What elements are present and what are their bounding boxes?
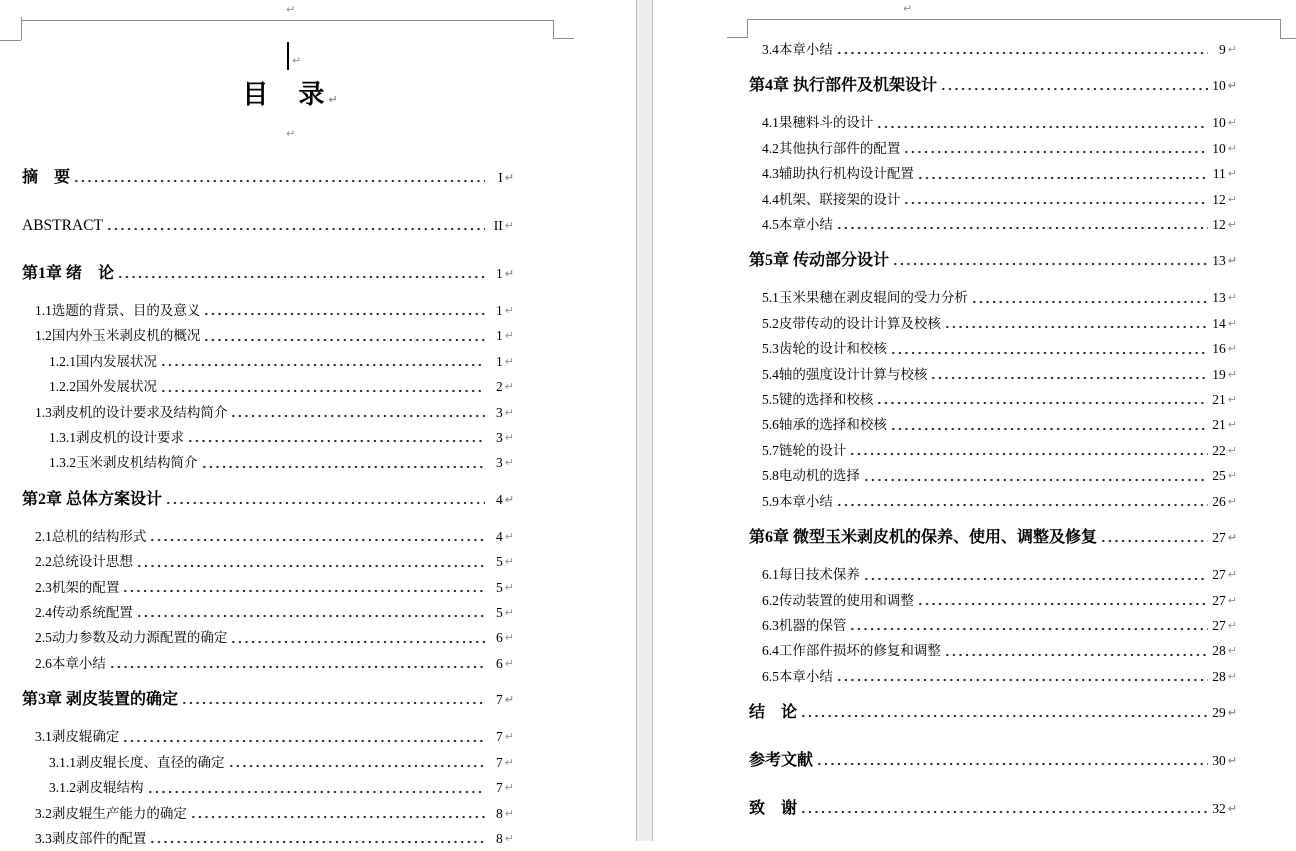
toc-entry[interactable] [762, 362, 1237, 387]
dot-leader [136, 549, 485, 574]
toc-entry[interactable] [35, 575, 514, 600]
paragraph-mark-icon: ↵ [1227, 754, 1237, 768]
toc-entry[interactable] [762, 613, 1237, 638]
toc-entry-page: 1 [496, 328, 503, 344]
paragraph-mark-icon: ↵ [1227, 291, 1237, 305]
toc-entry-page: 8 [496, 830, 503, 846]
toc-entry-page: 12 [1212, 217, 1226, 233]
toc-entry[interactable] [35, 323, 514, 348]
toc-entry-page: 7 [496, 729, 503, 745]
toc-entry-label: 1.3剥皮机的设计要求及结构简介 [35, 404, 228, 420]
dot-leader [147, 775, 485, 800]
toc-entry-page: 3 [496, 404, 503, 420]
toc-entry-label: 致 谢 [749, 800, 798, 818]
toc-entry[interactable] [762, 110, 1237, 135]
toc-entry-label: 3.2剥皮辊生产能力的确定 [35, 805, 187, 821]
dot-leader [836, 489, 1208, 514]
paragraph-mark-icon: ↵ [1227, 167, 1237, 181]
dot-leader [944, 311, 1208, 336]
crop-mark-left-tick [747, 19, 748, 38]
toc-entry[interactable] [762, 285, 1237, 310]
toc-entry-page: 13 [1212, 290, 1226, 306]
toc-entry-label: 5.7链轮的设计 [762, 442, 847, 458]
toc-entry-label: 5.3齿轮的设计和校核 [762, 341, 887, 357]
paragraph-mark-icon: ↵ [292, 54, 302, 67]
crop-mark-right-tick [553, 20, 554, 38]
toc-entry-label: 结 论 [749, 704, 798, 722]
toc-entry[interactable] [762, 336, 1237, 361]
toc-entry-label: 第2章 总体方案设计 [22, 490, 163, 508]
dot-leader [203, 298, 484, 323]
toc-entry-page: 22 [1212, 442, 1226, 458]
paragraph-mark-icon: ↵ [504, 555, 514, 569]
toc-entry[interactable] [749, 237, 1237, 285]
toc-entry-page: 5 [496, 579, 503, 595]
toc-entry[interactable] [762, 664, 1237, 689]
paragraph-mark-icon: ↵ [1227, 393, 1237, 407]
toc-entry-page: 4 [496, 491, 503, 507]
toc-entry-page: 3 [496, 430, 503, 446]
toc-entry-page: 29 [1212, 705, 1226, 721]
dot-leader [106, 213, 485, 239]
dot-leader [930, 362, 1207, 387]
toc-entry-label: 2.1总机的结构形式 [35, 528, 147, 544]
toc-entry-label: 4.1果穗料斗的设计 [762, 115, 874, 131]
toc-entry-label: 5.6轴承的选择和校核 [762, 417, 887, 433]
toc-entry-page: 13 [1212, 253, 1226, 269]
dot-leader [122, 575, 484, 600]
toc-entry-label: 3.3剥皮部件的配置 [35, 830, 147, 846]
toc-entry-page: 30 [1212, 753, 1226, 769]
paragraph-mark-icon: ↵ [504, 267, 514, 280]
toc-entry-page: 1 [496, 303, 503, 318]
dot-leader [836, 37, 1208, 62]
crop-mark-right-edge [1280, 38, 1296, 39]
paragraph-mark-icon: ↵ [1227, 644, 1237, 658]
dot-leader [876, 110, 1207, 135]
paragraph-mark-icon: ↵ [1227, 469, 1237, 483]
toc-entry-page: 10 [1212, 115, 1226, 131]
toc-entry-page: 26 [1212, 493, 1226, 509]
toc-entry[interactable] [762, 562, 1237, 587]
toc-entry[interactable] [762, 136, 1237, 161]
dot-leader [836, 664, 1208, 689]
toc-entry-page: 1 [496, 353, 503, 369]
toc-entry[interactable] [762, 161, 1237, 186]
text-cursor [287, 42, 289, 70]
toc-entry-label: 3.4本章小结 [762, 42, 833, 57]
paragraph-mark-icon: ↵ [504, 219, 514, 232]
paragraph-mark-icon: ↵ [1227, 254, 1237, 268]
paragraph-mark-icon: ↵ [1227, 141, 1237, 155]
toc-entry[interactable] [762, 187, 1237, 212]
dot-leader [149, 826, 484, 851]
paragraph-mark-icon: ↵ [1227, 494, 1237, 508]
toc-entry[interactable] [49, 425, 514, 450]
page-top-margin-line [747, 19, 1280, 20]
toc-entry-page: 6 [496, 655, 503, 671]
toc-entry-page: 16 [1212, 341, 1226, 357]
dot-leader [160, 349, 485, 374]
toc-entry-label: 5.1玉米果穗在剥皮辊间的受力分析 [762, 290, 968, 306]
dot-leader [203, 323, 484, 348]
paragraph-mark-icon: ↵ [1227, 531, 1237, 545]
paragraph-mark-icon: ↵ [1227, 418, 1237, 432]
toc-entry[interactable] [762, 37, 1237, 62]
toc-entry[interactable] [35, 625, 514, 650]
toc-entry[interactable] [762, 588, 1237, 613]
toc-entry[interactable] [762, 489, 1237, 514]
toc-entry-label: 5.5键的选择和校核 [762, 392, 874, 408]
paragraph-mark-icon: ↵ [504, 656, 514, 670]
dot-leader [136, 600, 485, 625]
toc-entry-label: 5.9本章小结 [762, 493, 833, 509]
toc-entry-label: 6.4工作部件损坏的修复和调整 [762, 643, 941, 659]
toc-entry-page: 1 [496, 266, 503, 281]
toc-entry[interactable] [22, 476, 514, 524]
dot-leader [190, 801, 485, 826]
dot-leader [863, 562, 1208, 587]
toc-entry-page: 7 [496, 692, 503, 708]
toc-entry-label: 第3章 剥皮装置的确定 [22, 691, 179, 709]
dot-leader [117, 261, 485, 287]
crop-mark-left-tick [21, 17, 22, 40]
page-top-margin-line [21, 20, 554, 21]
toc-entry[interactable] [22, 676, 514, 724]
toc-entry[interactable] [762, 311, 1237, 336]
toc-entry-page: 5 [496, 605, 503, 621]
paragraph-mark-icon: ↵ [1227, 342, 1237, 356]
paragraph-mark-icon: ↵ [1227, 802, 1237, 816]
toc-entry-label: 6.1每日技术保养 [762, 567, 860, 583]
dot-leader [849, 613, 1207, 638]
crop-mark-left-edge [727, 37, 748, 38]
dot-leader [800, 796, 1208, 822]
dot-leader [890, 336, 1208, 361]
dot-leader [122, 724, 484, 749]
toc-entry[interactable] [762, 463, 1237, 488]
toc-entry-page: 12 [1212, 191, 1226, 207]
page-gap [636, 0, 653, 841]
paragraph-mark-icon: ↵ [286, 127, 296, 140]
paragraph-mark-icon: ↵ [1227, 669, 1237, 683]
toc-entry-label: 3.1.1剥皮辊长度、直径的确定 [49, 754, 225, 770]
toc-entry-label: 5.4轴的强度设计计算与校核 [762, 366, 928, 382]
paragraph-mark-icon: ↵ [504, 431, 514, 445]
toc-entry[interactable] [749, 737, 1237, 785]
toc-entry-label: 2.5动力参数及动力源配置的确定 [35, 630, 228, 646]
dot-leader [849, 438, 1207, 463]
toc-entry-label: 1.2国内外玉米剥皮机的概况 [35, 328, 201, 344]
toc-entry-label: 1.1选题的背景、目的及意义 [35, 303, 201, 318]
toc-entry[interactable] [35, 826, 514, 851]
toc-entry-page: 27 [1212, 530, 1226, 546]
dot-leader [165, 487, 485, 513]
crop-mark-right-tick [1280, 19, 1281, 38]
paragraph-mark-icon: ↵ [504, 693, 514, 707]
toc-entry[interactable] [49, 374, 514, 399]
dot-leader [917, 161, 1208, 186]
toc-entry-page: 10 [1212, 78, 1226, 94]
toc-entry[interactable] [35, 724, 514, 749]
toc-entry-label: 5.2皮带传动的设计计算及校核 [762, 315, 941, 331]
toc-entry-page: 11 [1212, 166, 1226, 182]
toc-entry-label: 1.2.2国外发展状况 [49, 379, 157, 395]
toc-entry-page: 10 [1212, 140, 1226, 156]
toc-entry-label: 摘 要 [22, 169, 71, 186]
paragraph-mark-icon: ↵ [1227, 218, 1237, 232]
toc-entry[interactable] [22, 250, 514, 298]
toc-entry-label: 4.4机架、联接架的设计 [762, 191, 901, 207]
toc-entry-label: 2.6本章小结 [35, 655, 106, 671]
dot-leader [890, 412, 1208, 437]
toc-entry-label: 第1章 绪 论 [22, 265, 115, 282]
paragraph-mark-icon: ↵ [504, 329, 514, 343]
toc-entry[interactable] [49, 349, 514, 374]
toc-entry[interactable] [749, 514, 1237, 562]
document-page-left[interactable] [0, 0, 636, 846]
dot-leader [160, 374, 485, 399]
paragraph-mark-icon: ↵ [504, 580, 514, 594]
toc-entry-label: 3.1剥皮辊确定 [35, 729, 120, 745]
toc-entry-label: 4.3辅助执行机构设计配置 [762, 166, 914, 182]
dot-leader [971, 285, 1208, 310]
dot-leader [863, 463, 1208, 488]
dot-leader [109, 651, 485, 676]
toc-title[interactable] [0, 80, 580, 110]
dot-leader [800, 700, 1208, 726]
toc-entry-page: 2 [496, 379, 503, 395]
paragraph-mark-icon: ↵ [1227, 316, 1237, 330]
toc-entry-page: 4 [496, 528, 503, 544]
dot-leader [187, 425, 485, 450]
toc-entry-label: 2.2总统设计思想 [35, 554, 133, 570]
paragraph-mark-icon: ↵ [504, 606, 514, 620]
dot-leader [228, 750, 485, 775]
crop-mark-left-edge [0, 40, 21, 41]
toc-entry-label: 6.2传动装置的使用和调整 [762, 592, 914, 608]
toc-entry-label: 6.3机器的保管 [762, 617, 847, 633]
toc-entry-label: 第6章 微型玉米剥皮机的保养、使用、调整及修复 [749, 529, 1098, 547]
toc-entry-page: 28 [1212, 643, 1226, 659]
toc-entry-label: 2.4传动系统配置 [35, 605, 133, 621]
dot-leader [201, 450, 485, 475]
toc-entry[interactable] [762, 438, 1237, 463]
crop-mark-right-edge [553, 38, 574, 39]
document-page-right[interactable] [653, 0, 1296, 841]
toc-entry-label: 参考文献 [749, 752, 814, 770]
toc-entry-page: 27 [1212, 617, 1226, 633]
toc-entry-page: 8 [496, 805, 503, 821]
toc-entry-page: 5 [496, 554, 503, 570]
toc-entry-page: 28 [1212, 668, 1226, 684]
toc-entry[interactable] [749, 785, 1237, 833]
toc-entry[interactable] [35, 400, 514, 425]
dot-leader [903, 136, 1207, 161]
paragraph-mark-icon: ↵ [504, 492, 514, 506]
toc-entry-page: I [498, 170, 503, 185]
toc-entry[interactable] [22, 202, 514, 250]
toc-entry-label: 6.5本章小结 [762, 668, 833, 684]
toc-entry[interactable] [35, 298, 514, 323]
toc-entry[interactable] [49, 775, 514, 800]
toc-entry-page: 7 [496, 780, 503, 796]
toc-list-left [22, 154, 514, 851]
toc-entry[interactable] [762, 387, 1237, 412]
paragraph-mark-icon: ↵ [286, 3, 296, 16]
paragraph-mark-icon: ↵ [504, 529, 514, 543]
paragraph-mark-icon: ↵ [328, 93, 338, 106]
dot-leader [944, 638, 1208, 663]
toc-entry[interactable] [49, 750, 514, 775]
dot-leader [892, 248, 1208, 274]
toc-title-text: 目 录 [242, 80, 327, 109]
dot-leader [149, 524, 484, 549]
paragraph-mark-icon: ↵ [504, 806, 514, 820]
paragraph-mark-icon: ↵ [504, 831, 514, 845]
toc-entry-page: 21 [1212, 392, 1226, 408]
toc-entry-label: ABSTRACT [22, 217, 103, 234]
paragraph-mark-icon: ↵ [504, 354, 514, 368]
toc-entry-label: 1.2.1国内发展状况 [49, 353, 157, 369]
paragraph-mark-icon: ↵ [1227, 192, 1237, 206]
paragraph-mark-icon: ↵ [504, 781, 514, 795]
paragraph-mark-icon: ↵ [1227, 79, 1237, 93]
toc-entry-label: 4.2其他执行部件的配置 [762, 140, 901, 156]
dot-leader [903, 187, 1207, 212]
toc-entry-page: 21 [1212, 417, 1226, 433]
toc-entry[interactable] [35, 651, 514, 676]
toc-entry-page: II [493, 218, 503, 233]
toc-entry-label: 第4章 执行部件及机架设计 [749, 77, 938, 95]
toc-entry-label: 1.3.1剥皮机的设计要求 [49, 430, 184, 446]
dot-leader [917, 588, 1208, 613]
toc-entry[interactable] [749, 689, 1237, 737]
toc-entry-label: 4.5本章小结 [762, 217, 833, 233]
toc-entry-page: 3 [496, 455, 503, 471]
toc-entry-page: 6 [496, 630, 503, 646]
paragraph-mark-icon: ↵ [504, 380, 514, 394]
paragraph-mark-icon: ↵ [1227, 443, 1237, 457]
dot-leader [230, 400, 484, 425]
paragraph-mark-icon: ↵ [1227, 43, 1237, 56]
paragraph-mark-icon: ↵ [1227, 116, 1237, 130]
dot-leader [940, 73, 1208, 99]
toc-entry-label: 1.3.2玉米剥皮机结构简介 [49, 455, 198, 471]
toc-entry-page: 19 [1212, 366, 1226, 382]
paragraph-mark-icon: ↵ [504, 755, 514, 769]
dot-leader [230, 625, 484, 650]
paragraph-mark-icon: ↵ [1227, 618, 1237, 632]
toc-entry-label: 第5章 传动部分设计 [749, 252, 890, 270]
paragraph-mark-icon: ↵ [1227, 706, 1237, 720]
paragraph-mark-icon: ↵ [504, 405, 514, 419]
toc-entry[interactable] [49, 450, 514, 475]
toc-entry[interactable] [35, 549, 514, 574]
dot-leader [1100, 525, 1208, 551]
toc-entry[interactable] [22, 154, 514, 202]
paragraph-mark-icon: ↵ [903, 2, 913, 15]
paragraph-mark-icon: ↵ [504, 456, 514, 470]
paragraph-mark-icon: ↵ [504, 631, 514, 645]
paragraph-mark-icon: ↵ [1227, 568, 1237, 582]
dot-leader [816, 748, 1208, 774]
toc-entry-label: 5.8电动机的选择 [762, 468, 860, 484]
toc-entry[interactable] [762, 412, 1237, 437]
toc-entry[interactable] [762, 638, 1237, 663]
toc-entry-page: 7 [496, 754, 503, 770]
dot-leader [181, 687, 485, 713]
toc-entry-page: 25 [1212, 468, 1226, 484]
toc-entry-label: 2.3机架的配置 [35, 579, 120, 595]
paragraph-mark-icon: ↵ [504, 730, 514, 744]
dot-leader [73, 165, 485, 191]
toc-entry-page: 32 [1212, 801, 1226, 817]
toc-list-right [749, 37, 1237, 833]
toc-entry-page: 27 [1212, 592, 1226, 608]
paragraph-mark-icon: ↵ [504, 171, 514, 184]
paragraph-mark-icon: ↵ [1227, 367, 1237, 381]
paragraph-mark-icon: ↵ [1227, 593, 1237, 607]
dot-leader [876, 387, 1207, 412]
toc-entry-label: 3.1.2剥皮辊结构 [49, 780, 144, 796]
toc-entry[interactable] [35, 600, 514, 625]
toc-entry-page: 27 [1212, 567, 1226, 583]
toc-entry-page: 14 [1212, 315, 1226, 331]
paragraph-mark-icon: ↵ [504, 304, 514, 317]
toc-entry[interactable] [35, 801, 514, 826]
dot-leader [836, 212, 1208, 237]
toc-entry-page: 9 [1219, 42, 1226, 57]
toc-entry[interactable] [762, 212, 1237, 237]
toc-entry[interactable] [749, 62, 1237, 110]
toc-entry[interactable] [35, 524, 514, 549]
